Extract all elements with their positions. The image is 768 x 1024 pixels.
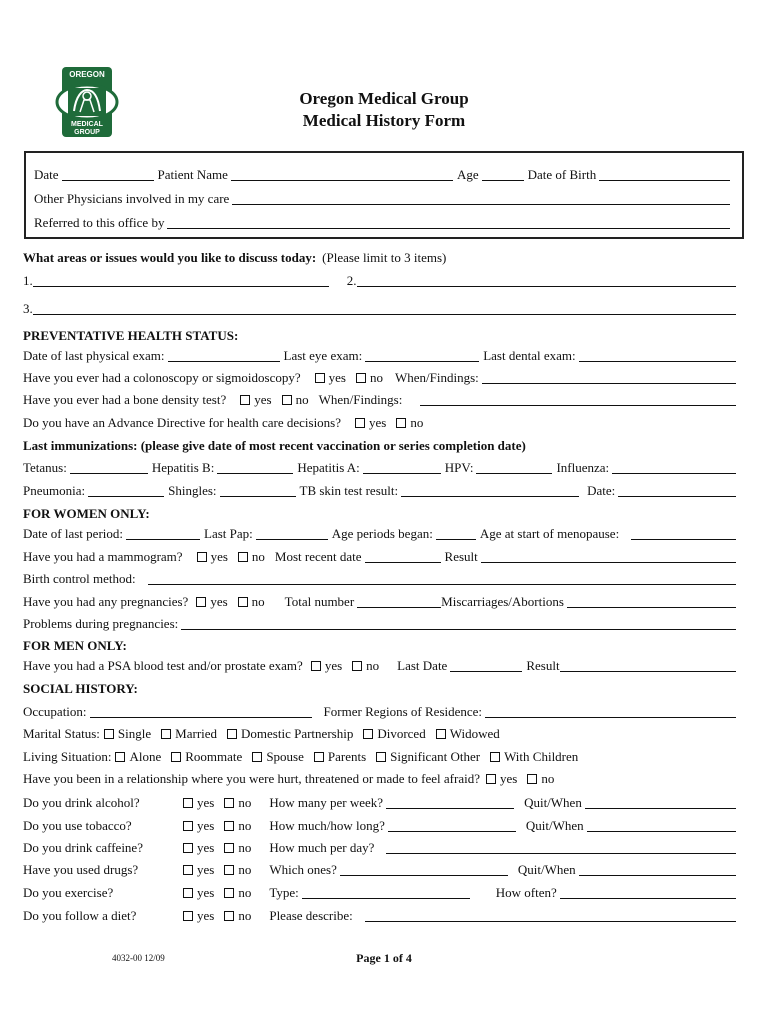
last-pap-field[interactable] xyxy=(256,528,328,540)
tetanus-label: Tetanus: xyxy=(23,460,67,475)
marital-domestic[interactable] xyxy=(225,726,353,742)
exercise-often-field[interactable] xyxy=(560,887,736,899)
tb-date-label: Date: xyxy=(587,483,616,498)
hepa-field[interactable] xyxy=(363,462,441,474)
relationship-no[interactable] xyxy=(525,771,554,787)
checkbox[interactable] xyxy=(240,395,250,405)
option-label: no xyxy=(238,795,252,810)
age-menopause-label: Age at start of menopause: xyxy=(479,526,620,541)
influenza-label: Influenza: xyxy=(556,460,610,475)
dob-field[interactable] xyxy=(599,169,730,181)
problems-label: Problems during pregnancies: xyxy=(23,616,179,631)
date-field[interactable] xyxy=(62,169,154,181)
mammogram-date-label: Most recent date xyxy=(274,549,362,564)
checkbox[interactable] xyxy=(314,752,324,762)
checkbox[interactable] xyxy=(486,774,496,784)
checkbox[interactable] xyxy=(356,373,366,383)
option-label: yes xyxy=(197,862,215,877)
checkbox[interactable] xyxy=(352,661,362,671)
patient-row-2 xyxy=(34,191,734,207)
colonoscopy-label: Have you ever had a colonoscopy or sigmoidoscopy? xyxy=(23,370,301,385)
tobacco-yes[interactable] xyxy=(181,818,214,834)
bone-density-no[interactable] xyxy=(280,392,309,408)
immunizations-heading-row xyxy=(23,438,740,454)
last-dental-field[interactable] xyxy=(579,350,736,362)
influenza-field[interactable] xyxy=(612,462,736,474)
checkbox[interactable] xyxy=(224,798,234,808)
exercise-yes[interactable] xyxy=(181,885,214,901)
miscarriages-label: Miscarriages/Abortions xyxy=(441,594,564,609)
discuss-item-2-field[interactable] xyxy=(357,275,737,287)
former-regions-field[interactable] xyxy=(485,706,736,718)
psa-last-date-label: Last Date xyxy=(397,658,448,673)
immunizations-heading: Last immunizations: (please give date of most recent vaccination or series completion date) xyxy=(23,438,526,453)
patient-info-box xyxy=(24,151,744,239)
last-period-label: Date of last period: xyxy=(23,526,123,541)
checkbox[interactable] xyxy=(224,843,234,853)
checkbox[interactable] xyxy=(224,865,234,875)
mammogram-row xyxy=(23,549,740,565)
checkbox[interactable] xyxy=(238,552,248,562)
marital-row xyxy=(23,726,740,742)
checkbox[interactable] xyxy=(183,865,193,875)
immunizations-row-1 xyxy=(23,460,740,476)
patient-name-label: Patient Name xyxy=(157,167,228,182)
patient-row-3 xyxy=(34,215,734,231)
mammogram-result-field[interactable] xyxy=(481,551,736,563)
preventative-heading: PREVENTATIVE HEALTH STATUS: xyxy=(23,328,239,343)
exercise-q-label: Type: xyxy=(269,885,299,900)
total-number-label: Total number xyxy=(284,594,355,609)
shingles-label: Shingles: xyxy=(168,483,217,498)
option-label: yes xyxy=(210,594,228,609)
referred-field[interactable] xyxy=(167,217,730,229)
mammogram-yes[interactable] xyxy=(195,549,228,565)
checkbox[interactable] xyxy=(227,729,237,739)
hepa-label: Hepatitis A: xyxy=(297,460,360,475)
checkbox[interactable] xyxy=(224,821,234,831)
checkbox[interactable] xyxy=(311,661,321,671)
option-label: yes xyxy=(254,392,272,407)
miscarriages-field[interactable] xyxy=(567,596,736,608)
living-parents[interactable] xyxy=(312,749,366,765)
exercise-row xyxy=(23,885,740,901)
mammogram-label: Have you had a mammogram? xyxy=(23,549,183,564)
other-physicians-label: Other Physicians involved in my care xyxy=(34,191,230,206)
psa-last-date-field[interactable] xyxy=(450,660,522,672)
option-label: With Children xyxy=(504,749,579,764)
last-physical-label: Date of last physical exam: xyxy=(23,348,165,363)
exercise-often-label: How often? xyxy=(495,885,557,900)
pneumonia-label: Pneumonia: xyxy=(23,483,86,498)
hepb-label: Hepatitis B: xyxy=(151,460,215,475)
tobacco-q-field[interactable] xyxy=(388,820,516,832)
referred-label: Referred to this office by xyxy=(34,215,165,230)
caffeine-q-label: How much per day? xyxy=(269,840,375,855)
bone-density-findings-field[interactable] xyxy=(420,394,736,406)
tobacco-quit-field[interactable] xyxy=(587,820,736,832)
diet-yes[interactable] xyxy=(181,908,214,924)
checkbox[interactable] xyxy=(527,774,537,784)
relationship-label: Have you been in a relationship where you were hurt, threatened or made to feel afraid? xyxy=(23,771,480,786)
discuss-row xyxy=(23,250,740,266)
social-heading-row xyxy=(23,681,740,697)
option-label: Alone xyxy=(129,749,162,764)
form-code: 4032-00 12/09 xyxy=(112,953,165,963)
checkbox[interactable] xyxy=(161,729,171,739)
drugs-quit-label: Quit/When xyxy=(517,862,576,877)
colonoscopy-no[interactable] xyxy=(354,370,383,386)
tetanus-field[interactable] xyxy=(70,462,148,474)
bone-density-label: Have you ever had a bone density test? xyxy=(23,392,227,407)
option-label: Parents xyxy=(327,749,367,764)
drugs-row xyxy=(23,862,740,878)
patient-row-1 xyxy=(34,167,734,183)
drugs-q-label: Which ones? xyxy=(269,862,337,877)
option-label: no xyxy=(251,594,265,609)
checkbox[interactable] xyxy=(171,752,181,762)
tobacco-quit-label: Quit/When xyxy=(525,818,584,833)
drugs-yes[interactable] xyxy=(181,862,214,878)
former-regions-label: Former Regions of Residence: xyxy=(323,704,483,719)
alcohol-no[interactable] xyxy=(222,795,251,811)
drugs-quit-field[interactable] xyxy=(579,864,736,876)
pregnancies-yes[interactable] xyxy=(194,594,227,610)
men-heading: FOR MEN ONLY: xyxy=(23,638,127,653)
discuss-item-3-field[interactable] xyxy=(33,303,736,315)
diet-q-field[interactable] xyxy=(365,910,736,922)
occupation-row xyxy=(23,704,740,720)
age-periods-label: Age periods began: xyxy=(331,526,433,541)
checkbox[interactable] xyxy=(183,821,193,831)
marital-single[interactable] xyxy=(102,726,151,742)
option-label: no xyxy=(410,415,424,430)
hpv-field[interactable] xyxy=(476,462,552,474)
total-number-field[interactable] xyxy=(357,596,441,608)
option-label: no xyxy=(238,840,252,855)
checkbox[interactable] xyxy=(315,373,325,383)
tb-field[interactable] xyxy=(401,485,579,497)
living-roommate[interactable] xyxy=(169,749,242,765)
relationship-row xyxy=(23,771,740,787)
alcohol-q-field[interactable] xyxy=(386,797,514,809)
option-label: yes xyxy=(328,370,346,385)
option-label: yes xyxy=(369,415,387,430)
option-label: Spouse xyxy=(266,749,304,764)
living-row xyxy=(23,749,740,765)
checkbox[interactable] xyxy=(224,888,234,898)
pregnancies-no[interactable] xyxy=(236,594,265,610)
mammogram-no[interactable] xyxy=(236,549,265,565)
hpv-label: HPV: xyxy=(444,460,474,475)
preventative-heading-row xyxy=(23,328,740,344)
marital-label: Marital Status: xyxy=(23,726,100,741)
psa-result-label: Result xyxy=(526,658,560,673)
last-eye-field[interactable] xyxy=(365,350,479,362)
last-period-field[interactable] xyxy=(126,528,200,540)
pregnancies-label: Have you had any pregnancies? xyxy=(23,594,189,609)
tb-label: TB skin test result: xyxy=(299,483,399,498)
checkbox[interactable] xyxy=(282,395,292,405)
shingles-field[interactable] xyxy=(220,485,296,497)
option-label: no xyxy=(238,908,252,923)
checkbox[interactable] xyxy=(183,843,193,853)
age-periods-field[interactable] xyxy=(436,528,476,540)
option-label: no xyxy=(366,658,380,673)
alcohol-q-label: How many per week? xyxy=(269,795,384,810)
birth-control-row xyxy=(23,571,740,587)
alcohol-label: Do you drink alcohol? xyxy=(23,795,140,810)
option-label: Domestic Partnership xyxy=(241,726,354,741)
birth-control-field[interactable] xyxy=(148,573,736,585)
colonoscopy-findings-label: When/Findings: xyxy=(394,370,479,385)
date-label: Date xyxy=(34,167,59,182)
exams-row xyxy=(23,348,740,364)
colonoscopy-yes[interactable] xyxy=(313,370,346,386)
discuss-question: What areas or issues would you like to discuss today: xyxy=(23,250,317,265)
option-label: no xyxy=(251,549,265,564)
discuss-item-3-label: 3. xyxy=(23,301,33,316)
alcohol-row xyxy=(23,795,740,811)
colonoscopy-row xyxy=(23,370,740,386)
hepb-field[interactable] xyxy=(217,462,293,474)
option-label: no xyxy=(295,392,309,407)
marital-widowed[interactable] xyxy=(434,726,500,742)
option-label: yes xyxy=(197,795,215,810)
checkbox[interactable] xyxy=(183,798,193,808)
advance-directive-no[interactable] xyxy=(394,415,423,431)
option-label: no xyxy=(238,885,252,900)
diet-no[interactable] xyxy=(222,908,251,924)
option-label: Widowed xyxy=(449,726,500,741)
age-menopause-field[interactable] xyxy=(631,528,736,540)
option-label: no xyxy=(238,818,252,833)
checkbox[interactable] xyxy=(355,418,365,428)
age-field[interactable] xyxy=(482,169,524,181)
option-label: no xyxy=(369,370,383,385)
marital-married[interactable] xyxy=(159,726,217,742)
psa-yes[interactable] xyxy=(309,658,342,674)
advance-directive-yes[interactable] xyxy=(353,415,386,431)
colonoscopy-findings-field[interactable] xyxy=(482,372,736,384)
checkbox[interactable] xyxy=(238,597,248,607)
last-physical-field[interactable] xyxy=(168,350,280,362)
checkbox[interactable] xyxy=(183,911,193,921)
immunizations-row-2 xyxy=(23,483,740,499)
discuss-item-1-field[interactable] xyxy=(33,275,329,287)
tobacco-row xyxy=(23,818,740,834)
last-eye-label: Last eye exam: xyxy=(283,348,363,363)
option-label: yes xyxy=(197,818,215,833)
age-label: Age xyxy=(456,167,479,182)
living-significant-other[interactable] xyxy=(374,749,480,765)
option-label: yes xyxy=(210,549,228,564)
birth-control-label: Birth control method: xyxy=(23,571,136,586)
dob-label: Date of Birth xyxy=(527,167,597,182)
option-label: no xyxy=(541,771,555,786)
option-label: yes xyxy=(197,885,215,900)
caffeine-row xyxy=(23,840,740,856)
checkbox[interactable] xyxy=(224,911,234,921)
last-dental-label: Last dental exam: xyxy=(483,348,576,363)
alcohol-quit-field[interactable] xyxy=(585,797,736,809)
tobacco-q-label: How much/how long? xyxy=(269,818,385,833)
option-label: Significant Other xyxy=(390,749,481,764)
exercise-label: Do you exercise? xyxy=(23,885,114,900)
option-label: yes xyxy=(499,771,518,786)
advance-directive-label: Do you have an Advance Directive for health care decisions? xyxy=(23,415,342,430)
diet-label: Do you follow a diet? xyxy=(23,908,137,923)
checkbox[interactable] xyxy=(197,552,207,562)
last-pap-label: Last Pap: xyxy=(204,526,253,541)
living-label: Living Situation: xyxy=(23,749,112,764)
diet-row xyxy=(23,908,740,924)
exercise-q-field[interactable] xyxy=(302,887,470,899)
checkbox[interactable] xyxy=(183,888,193,898)
option-label: yes xyxy=(324,658,343,673)
pneumonia-field[interactable] xyxy=(88,485,164,497)
discuss-items-row xyxy=(23,273,740,289)
women-heading: FOR WOMEN ONLY: xyxy=(23,506,150,521)
checkbox[interactable] xyxy=(196,597,206,607)
checkbox[interactable] xyxy=(363,729,373,739)
exercise-no[interactable] xyxy=(222,885,251,901)
checkbox[interactable] xyxy=(490,752,500,762)
logo-text-bottom1: MEDICAL xyxy=(71,121,103,128)
psa-row xyxy=(23,658,740,674)
tobacco-no[interactable] xyxy=(222,818,251,834)
pregnancies-row xyxy=(23,594,740,610)
option-label: Married xyxy=(175,726,218,741)
advance-directive-row xyxy=(23,415,740,431)
alcohol-quit-label: Quit/When xyxy=(524,795,582,810)
option-label: Divorced xyxy=(377,726,426,741)
living-alone[interactable] xyxy=(113,749,161,765)
option-label: Roommate xyxy=(185,749,243,764)
diet-q-label: Please describe: xyxy=(269,908,353,923)
psa-no[interactable] xyxy=(350,658,379,674)
bone-density-yes[interactable] xyxy=(238,392,271,408)
page-number: Page 1 of 4 xyxy=(356,951,412,965)
bone-density-row xyxy=(23,392,740,408)
women-row-1 xyxy=(23,526,740,542)
discuss-item-3-row xyxy=(23,301,740,317)
marital-divorced[interactable] xyxy=(361,726,425,742)
problems-field[interactable] xyxy=(181,618,736,630)
caffeine-no[interactable] xyxy=(222,840,251,856)
option-label: Single xyxy=(117,726,152,741)
occupation-field[interactable] xyxy=(90,706,312,718)
mammogram-result-label: Result xyxy=(444,549,478,564)
logo-text-bottom2: GROUP xyxy=(74,129,100,136)
checkbox[interactable] xyxy=(115,752,125,762)
occupation-label: Occupation: xyxy=(23,704,87,719)
checkbox[interactable] xyxy=(104,729,114,739)
option-label: yes xyxy=(197,908,215,923)
checkbox[interactable] xyxy=(396,418,406,428)
tobacco-label: Do you use tobacco? xyxy=(23,818,132,833)
option-label: yes xyxy=(197,840,215,855)
relationship-yes[interactable] xyxy=(484,771,517,787)
discuss-note: (Please limit to 3 items) xyxy=(322,250,447,265)
tb-date-field[interactable] xyxy=(618,485,736,497)
form-title: Medical History Form xyxy=(302,111,466,130)
problems-row xyxy=(23,616,740,632)
drugs-label: Have you used drugs? xyxy=(23,862,139,877)
caffeine-yes[interactable] xyxy=(181,840,214,856)
org-title: Oregon Medical Group xyxy=(299,89,469,108)
discuss-item-2-label: 2. xyxy=(346,273,357,288)
men-heading-row xyxy=(23,638,740,654)
living-with-children[interactable] xyxy=(488,749,578,765)
discuss-item-1-label: 1. xyxy=(23,273,33,288)
psa-result-field[interactable] xyxy=(560,660,736,672)
logo-text-top: OREGON xyxy=(69,70,105,79)
caffeine-q-field[interactable] xyxy=(386,842,736,854)
checkbox[interactable] xyxy=(252,752,262,762)
drugs-no[interactable] xyxy=(222,862,251,878)
social-heading: SOCIAL HISTORY: xyxy=(23,681,138,696)
caffeine-label: Do you drink caffeine? xyxy=(23,840,143,855)
other-physicians-field[interactable] xyxy=(232,193,730,205)
checkbox[interactable] xyxy=(436,729,446,739)
drugs-q-field[interactable] xyxy=(340,864,508,876)
mammogram-date-field[interactable] xyxy=(365,551,441,563)
women-heading-row xyxy=(23,506,740,522)
option-label: no xyxy=(238,862,252,877)
living-spouse[interactable] xyxy=(250,749,304,765)
checkbox[interactable] xyxy=(376,752,386,762)
alcohol-yes[interactable] xyxy=(181,795,214,811)
psa-label: Have you had a PSA blood test and/or prostate exam? xyxy=(23,658,303,673)
patient-name-field[interactable] xyxy=(231,169,453,181)
bone-density-findings-label: When/Findings: xyxy=(318,392,403,407)
